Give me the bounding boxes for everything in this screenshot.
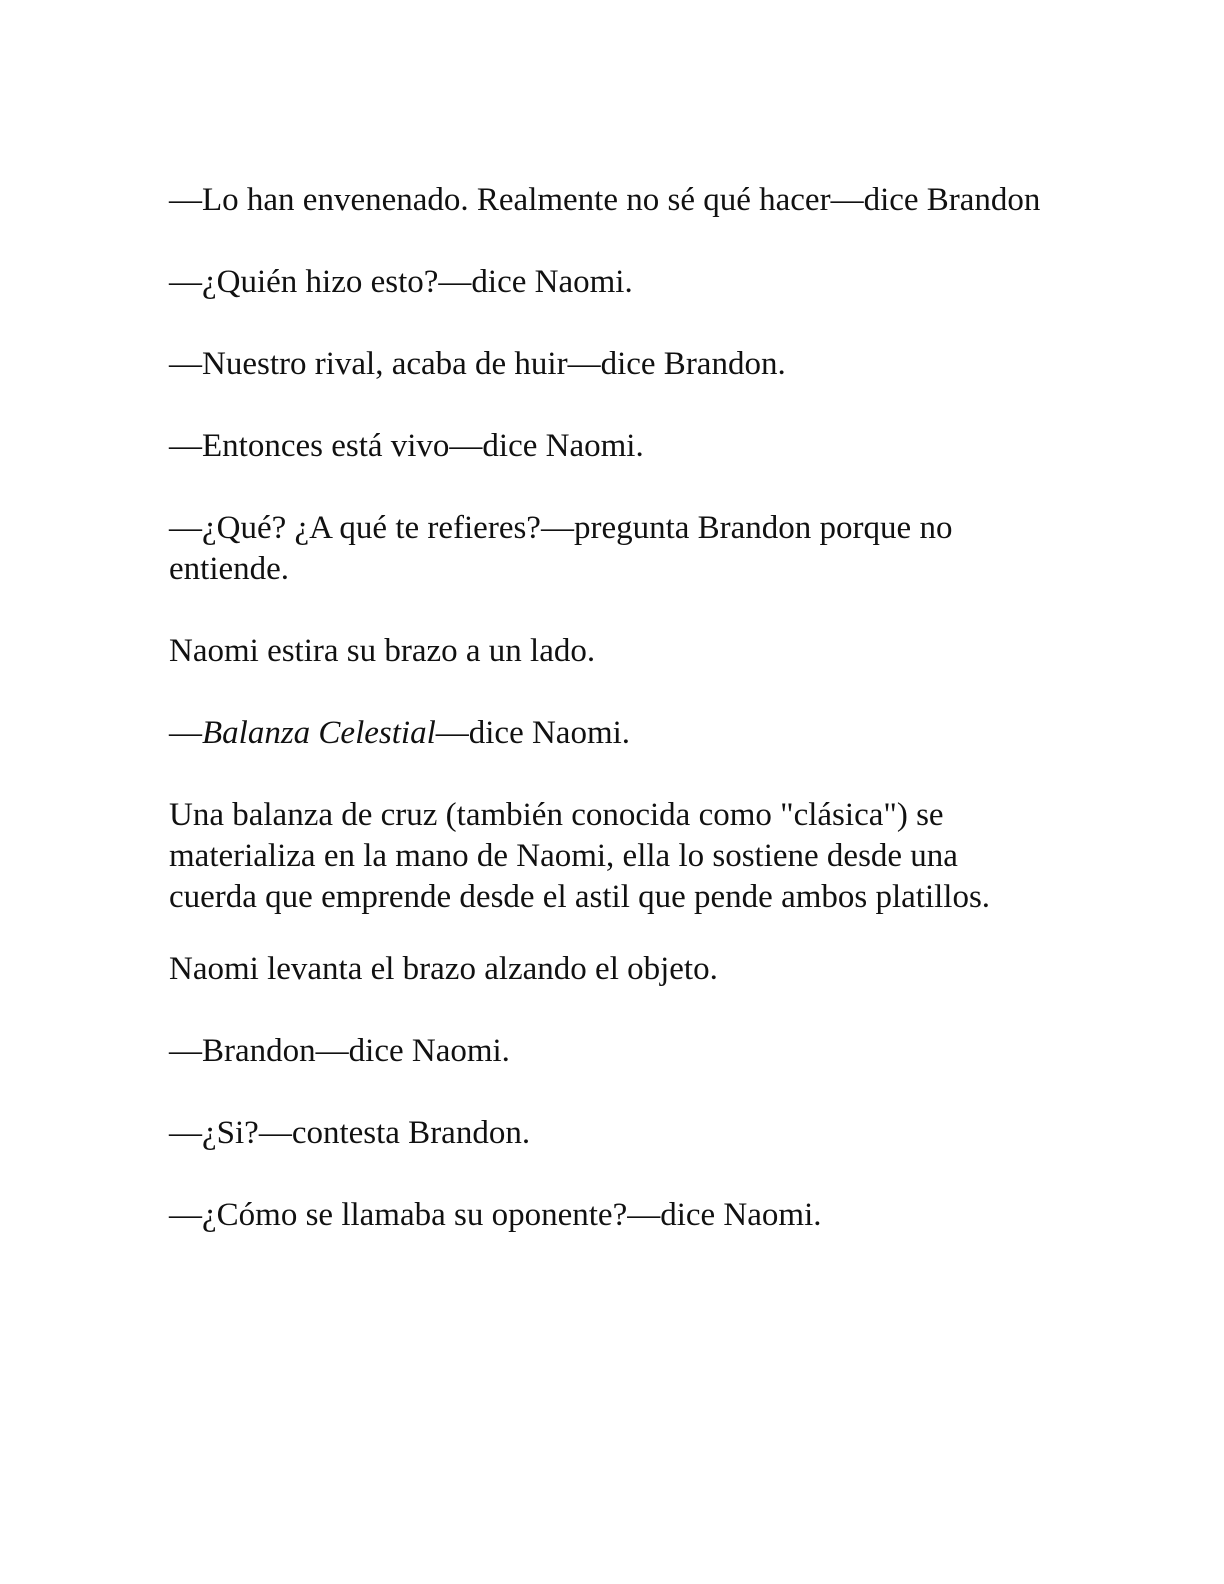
paragraph-2: —¿Quién hizo esto?—dice Naomi. xyxy=(169,264,633,300)
paragraph-1: —Lo han envenenado. Realmente no sé qué hacer—dice Brandon xyxy=(169,182,1041,218)
paragraph-3: —Nuestro rival, acaba de huir—dice Brandon. xyxy=(169,346,786,382)
paragraph-9: Naomi levanta el brazo alzando el objeto. xyxy=(169,951,718,987)
dialogue-tag: —dice Naomi. xyxy=(435,715,631,751)
paragraph-6: Naomi estira su brazo a un lado. xyxy=(169,633,596,669)
paragraph-12: —¿Cómo se llamaba su oponente?—dice Naomi. xyxy=(169,1197,822,1233)
paragraph-7 xyxy=(169,713,1049,754)
body-text xyxy=(169,180,1049,1277)
paragraph-5: —¿Qué? ¿A qué te refieres?—pregunta Brandon porque no entiende. xyxy=(169,510,953,587)
paragraph-10: —Brandon—dice Naomi. xyxy=(169,1033,510,1069)
paragraph-4: —Entonces está vivo—dice Naomi. xyxy=(169,428,644,464)
paragraph-8: Una balanza de cruz (también conocida como "clásica") se materializa en la mano de Naomi, ella lo sostiene desde una cuerda que emprende desde el astil que pende ambos platillos. xyxy=(169,797,991,915)
italic-spell-name: Balanza Celestial xyxy=(202,715,436,751)
paragraph-11: —¿Si?—contesta Brandon. xyxy=(169,1115,531,1151)
dash-prefix: — xyxy=(169,715,202,751)
